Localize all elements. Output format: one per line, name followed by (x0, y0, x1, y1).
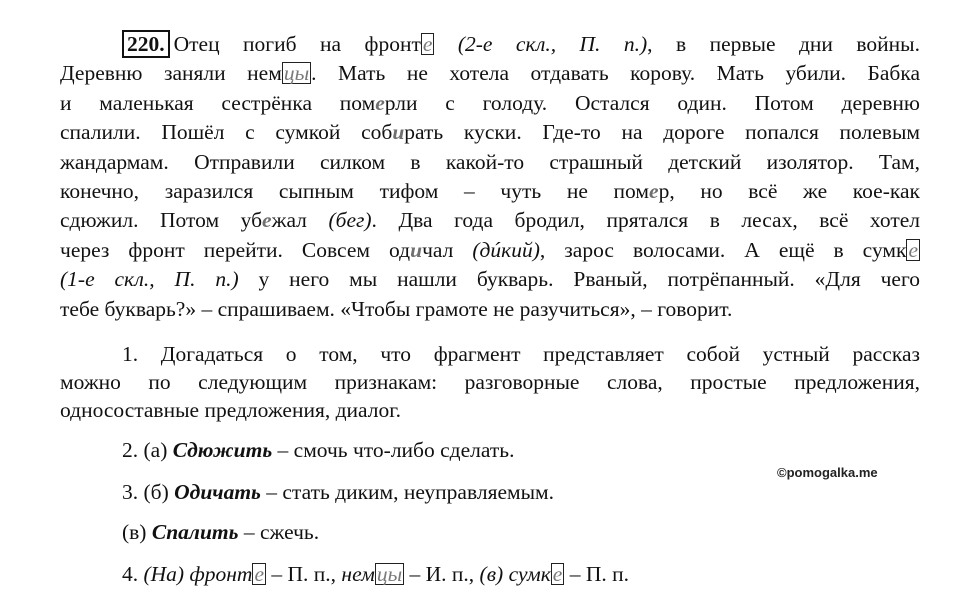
text-fragment: , зарос волосами. А ещё в сумк (539, 237, 907, 262)
marked-vowel: и (392, 120, 405, 145)
marked-vowel: е (375, 90, 385, 115)
answer-2 (122, 436, 514, 464)
text-fragment: конечно, заразился сыпным тифом – чуть не пом (60, 179, 650, 204)
text-fragment: через фронт перейти. Совсем од (60, 237, 411, 262)
boxed-ending: е (552, 562, 563, 586)
text-fragment: , в первые дни войны. (647, 32, 920, 56)
answer-4 (122, 560, 629, 588)
text-line-3 (60, 89, 920, 118)
text-line-9 (60, 265, 920, 294)
text-line-1 (60, 30, 920, 59)
space (434, 32, 457, 56)
marked-vowel: е (262, 208, 272, 233)
answer-prefix: 2. (а) (122, 438, 173, 462)
boxed-ending: е (908, 237, 919, 262)
answer-prefix: 4. (122, 562, 144, 586)
boxed-ending: е (422, 32, 433, 56)
word-stem: (в) сумк (479, 562, 551, 586)
boxed-ending: е (254, 562, 264, 586)
text-fragment: жал (271, 208, 329, 233)
text-fragment: сдюжил. Потом уб (60, 208, 263, 233)
answer-prefix: (в) (122, 520, 152, 544)
answer-1-line-3: односоставные предложения, диалог. (60, 398, 402, 422)
text-fragment: . Мать не хотела отдавать корову. Мать убили. Бабка (311, 61, 920, 86)
exercise-number: 220. (122, 30, 170, 58)
text-fragment: спалили. Пошёл с сумкой соб (60, 120, 393, 145)
answer-1-line-1: 1. Догадаться о том, что фрагмент представляет собой устный рассказ (122, 342, 920, 366)
answer-prefix: 3. (б) (122, 480, 175, 504)
boxed-ending: цы (376, 562, 403, 586)
text-fragment: . Два года бродил, прятался в лесах, всё хотел (371, 208, 920, 233)
grammar-note: (бег) (328, 208, 372, 233)
marked-vowel: и (410, 237, 423, 262)
answer-3 (122, 478, 554, 506)
text-line-7 (60, 206, 920, 235)
answer-term: Одичать (174, 480, 261, 504)
text-line-2 (60, 59, 920, 88)
text-fragment: Отец погиб на фронт (173, 32, 421, 56)
boxed-ending: цы (283, 61, 310, 86)
text-fragment: тебе букварь?» – спрашиваем. «Чтобы грамоте не разучиться», – говорит. (60, 296, 733, 321)
answer-definition: – сжечь. (238, 520, 320, 544)
answer-term: Сдюжить (172, 438, 273, 462)
word-stem: (На) фронт (143, 562, 253, 586)
grammar-note: (1-е скл., П. п.) (60, 267, 239, 292)
exercise-text (60, 30, 920, 324)
answer-term: Спалить (151, 520, 239, 544)
marked-vowel: е (649, 179, 659, 204)
text-fragment: р, но всё же кое-как (658, 179, 920, 204)
text-fragment: чал (422, 237, 473, 262)
case-label: – П. п. (564, 562, 629, 586)
grammar-note: (дúкий) (472, 237, 540, 262)
text-line-6 (60, 177, 920, 206)
text-fragment: жандармам. Отправили силком в какой-то страшный детский изолятор. Там, (60, 149, 920, 174)
answer-3b (122, 518, 319, 546)
case-label: – И. п., (404, 562, 480, 586)
word-stem: нем (341, 562, 375, 586)
text-fragment: и маленькая сестрёнка пом (60, 90, 376, 115)
text-line-8 (60, 236, 920, 265)
text-line-5 (60, 148, 920, 177)
text-fragment: Деревню заняли нем (60, 61, 282, 86)
answer-definition: – смочь что-либо сделать. (272, 438, 515, 462)
answer-definition: – стать диким, неуправляемым. (260, 480, 555, 504)
grammar-note: (2-е скл., П. п.) (457, 32, 648, 56)
text-line-10 (60, 295, 920, 324)
text-fragment: рли с голоду. Остался один. Потом деревню (384, 90, 920, 115)
text-line-4 (60, 118, 920, 147)
text-fragment: рать куски. Где-то на дороге попался полевым (404, 120, 920, 145)
watermark: ©pomogalka.me (777, 465, 878, 480)
answer-1-line-2: можно по следующим признакам: разговорные слова, простые предложения, (60, 370, 920, 394)
text-fragment: у него мы нашли букварь. Рваный, потрёпанный. «Для чего (238, 267, 920, 292)
case-label: – П. п., (265, 562, 342, 586)
